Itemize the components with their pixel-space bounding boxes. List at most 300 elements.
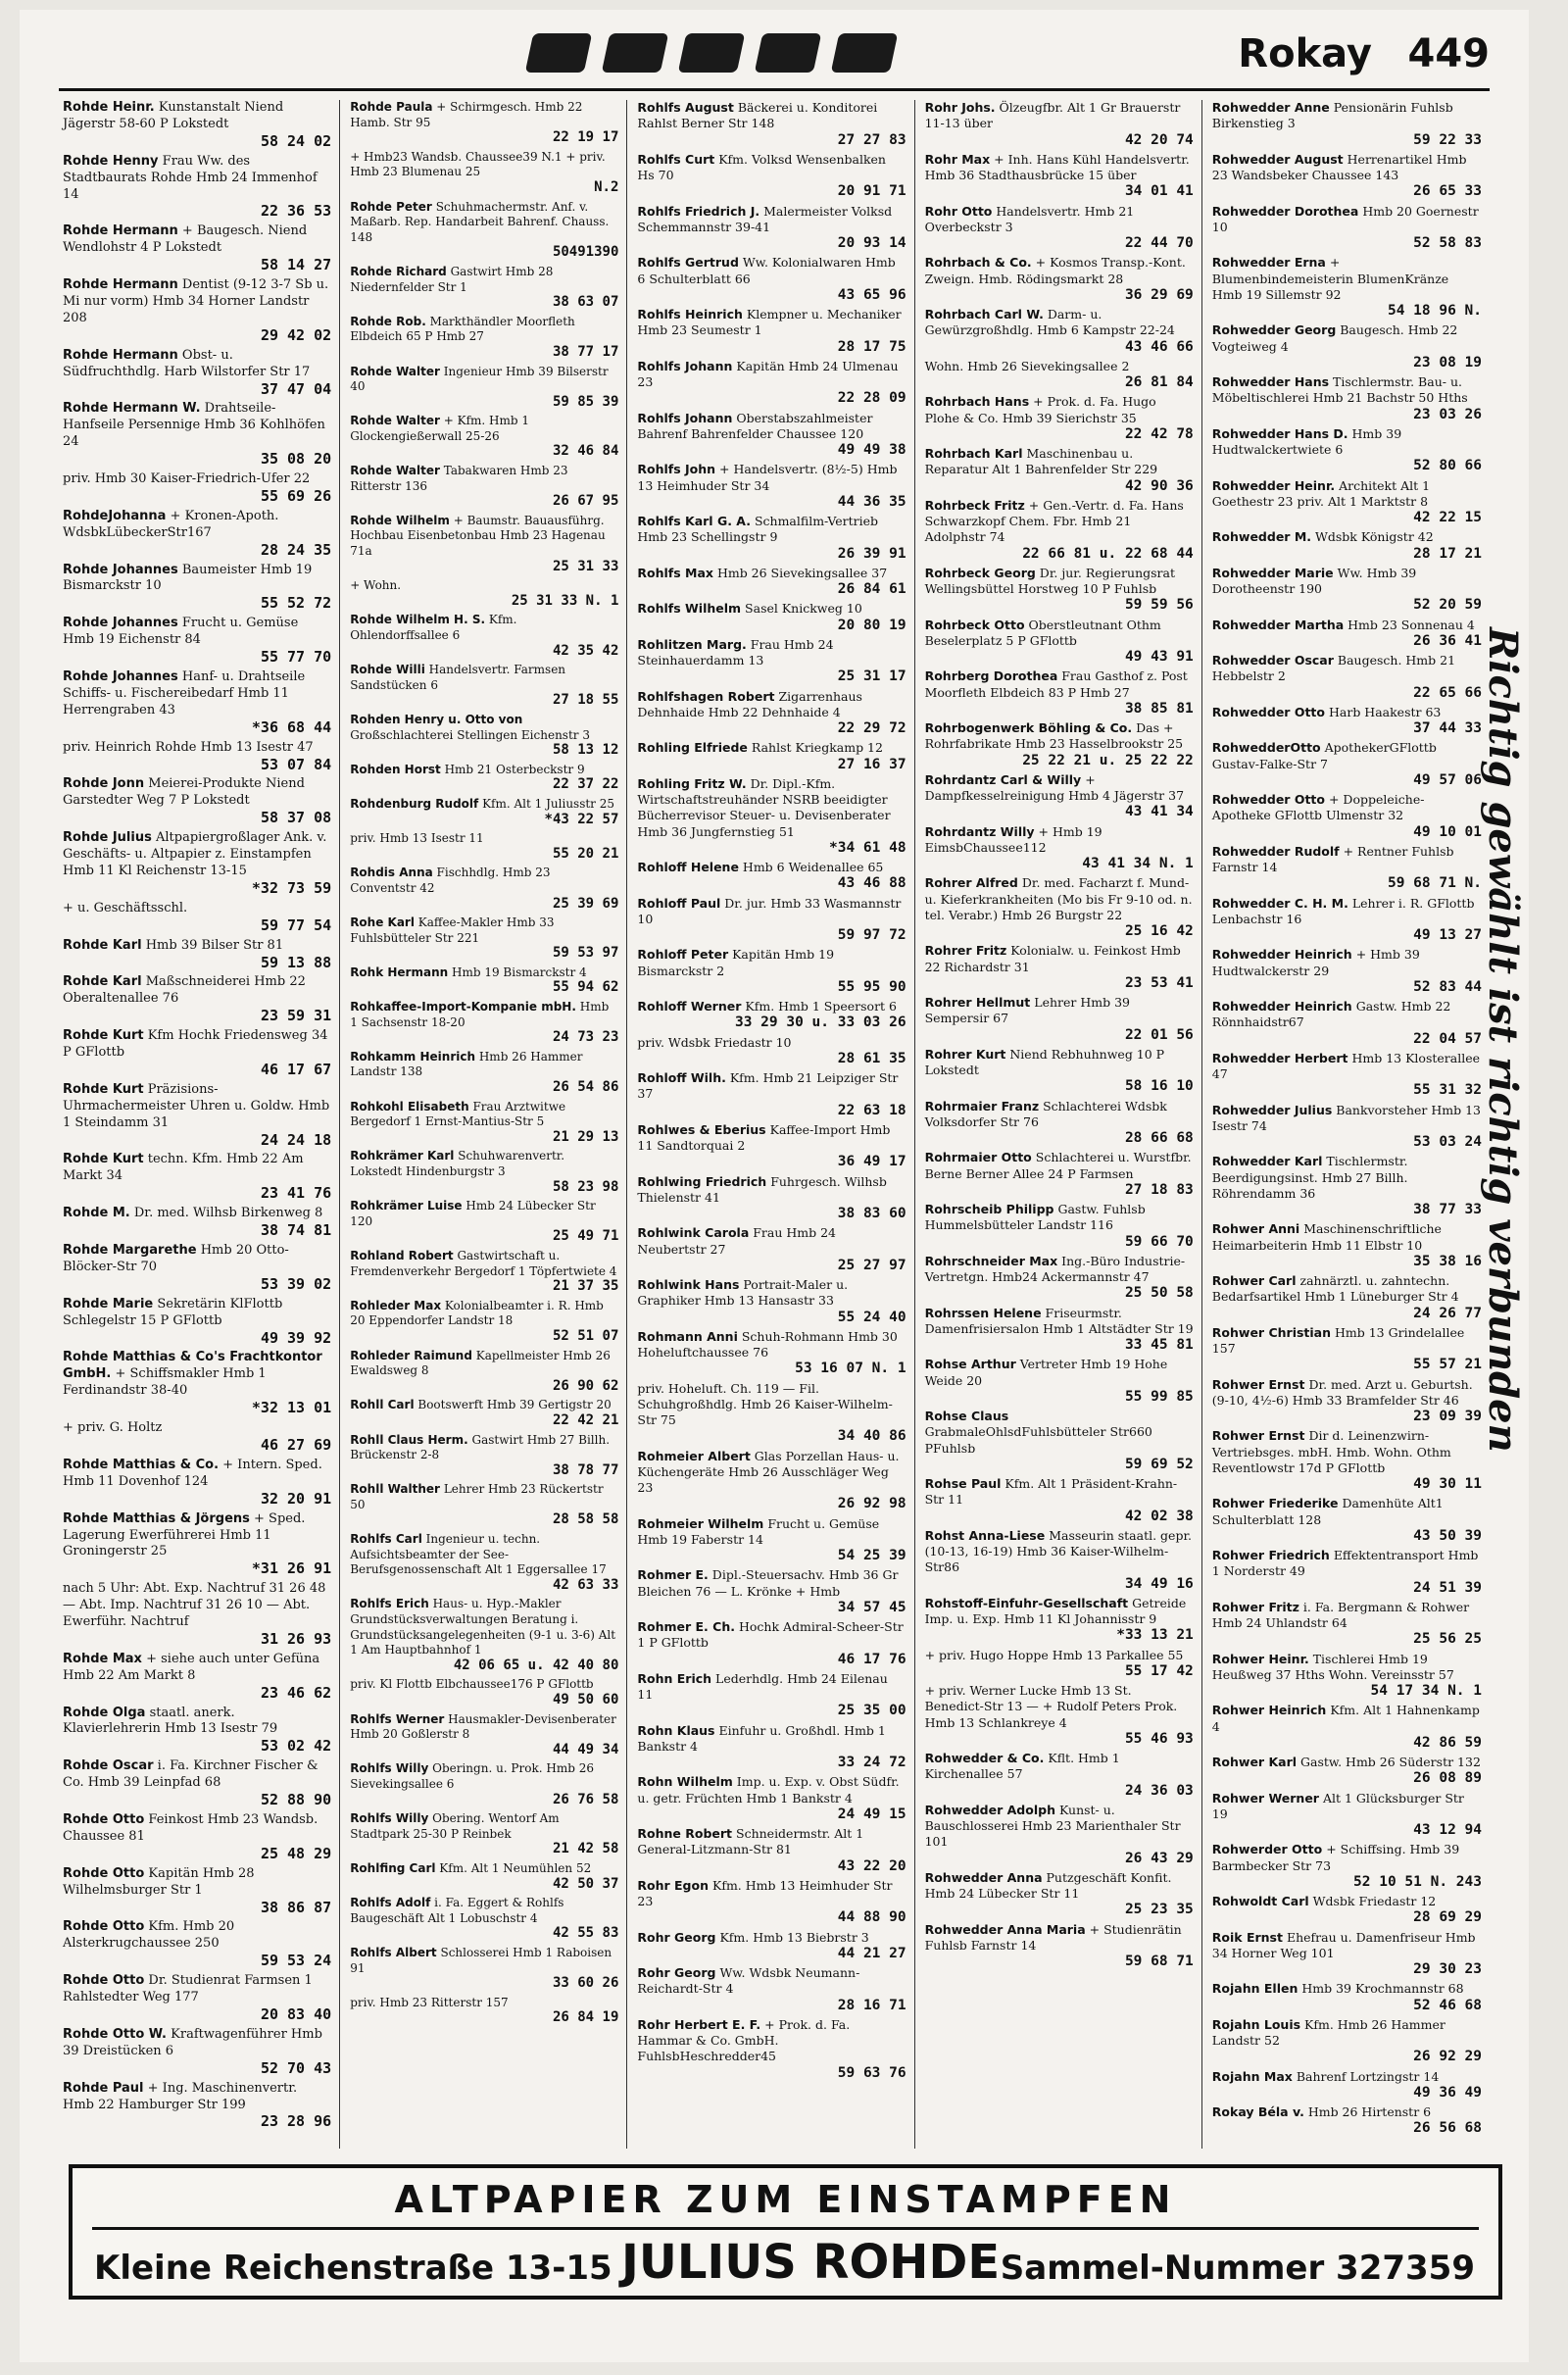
directory-entry [350,1249,618,1295]
entry-phone: 59 68 71 [1124,1954,1194,1969]
directory-entry [350,831,618,862]
entry-phone: 22 63 18 [837,1102,906,1118]
directory-entry [925,1596,1194,1644]
entry-phone: 42 06 65 u. 42 40 80 [453,1657,619,1673]
entry-phone: 59 66 70 [1124,1233,1194,1250]
directory-entry [925,1751,1194,1799]
entry-phone: 27 18 55 [552,692,619,709]
entry-phone: 24 24 18 [260,1130,332,1149]
entry-name: Rohwer Friederike [1211,1496,1339,1511]
directory-entry [1212,844,1482,892]
entry-description: + Kronen-Apoth. WdsbkLübeckerStr167 [63,508,279,540]
entry-name: Rohrdantz Willy [924,823,1035,839]
entry-phone: 35 08 20 [260,450,332,469]
entry-name: Rohde Matthias & Jörgens [63,1510,250,1526]
entry-phone: 58 13 12 [552,742,619,759]
entry-description: Frau Hmb 24 Steinhauerdamm 13 [637,636,834,668]
entry-phone: 26 56 68 [1413,2120,1482,2137]
entry-description: Fuhrgesch. Wilhsb Thielenstr 41 [637,1173,887,1205]
directory-entry [637,1122,906,1170]
entry-phone: 43 50 39 [1413,1527,1482,1544]
directory-entry [350,866,618,912]
entry-phone: 35 38 16 [1413,1253,1482,1269]
entry-description: + Inh. Hans Kühl Handelsvertr. Hmb 36 Stadthausbrücke 15 über [924,151,1190,182]
entry-name: Rohloff Werner [637,999,742,1014]
entry-description: + u. Geschäftsschl. [63,900,188,915]
entry-description: Baumeister Hmb 19 Bismarckstr 10 [63,562,313,594]
directory-entry [63,509,331,559]
entry-name: Rohrer Alfred [924,875,1018,891]
entry-name: Rohlfs Heinrich [637,307,743,322]
entry-phone: 42 63 33 [552,1576,619,1593]
entry-description: priv. Wdsbk Friedastr 10 [637,1034,792,1050]
entry-name: Rohwer Heinr. [1211,1651,1309,1666]
entry-name: Rohde Otto [63,1812,145,1827]
entry-description: Frau Gasthof z. Post Moorfleth Elbdeich 83 P Hmb 27 [924,668,1188,700]
entry-description: Ww. Wdsbk Neumann-Reichardt-Str 4 [637,1965,860,1997]
directory-entry [63,1581,331,1648]
directory-entry [1212,1103,1482,1151]
entry-phone: 28 17 21 [1413,545,1482,562]
directory-entry [1212,204,1482,252]
sidebar-slogan [1475,627,1529,1706]
directory-entry [350,1199,618,1245]
entry-phone: 26 08 89 [1413,1770,1482,1787]
entry-name: Rohr Otto [924,203,993,219]
directory-entry [637,255,906,303]
directory-entry [350,1532,618,1593]
ad-phone: Sammel-Nummer 327359 [1000,2249,1475,2288]
entry-name: Rohlfing Carl [350,1860,436,1875]
entry-name: Rohde Max [63,1651,142,1666]
entry-name: Rohll Walther [350,1482,440,1497]
entry-name: Rohrmaier Otto [924,1150,1032,1165]
entry-phone: 25 49 71 [552,1228,619,1245]
entry-phone: 25 23 35 [1124,1902,1194,1918]
entry-phone: 21 42 58 [552,1841,619,1857]
entry-name: Rohr Max [924,151,991,167]
entry-description: Imp. u. Exp. v. Obst Südfr. u. getr. Früchten Hmb 1 Bankstr 4 [637,1774,900,1806]
entry-phone: 55 57 21 [1413,1357,1482,1373]
directory-columns [59,100,1490,2149]
entry-name: Roik Ernst [1211,1929,1283,1945]
directory-entry [1212,792,1482,840]
directory-entry [637,776,906,856]
directory-entry [350,915,618,962]
entry-phone: 20 83 40 [260,2004,332,2023]
entry-phone: 43 46 88 [837,875,906,892]
directory-entry [63,1297,331,1347]
entry-name: Rohwerder Otto [1211,1842,1323,1857]
directory-entry [637,204,906,252]
entry-description: Kfm. Hmb 26 Hammer Landstr 52 [1211,2016,1446,2048]
directory-entry [637,1826,906,1874]
directory-entry [1212,1496,1482,1544]
entry-phone: 55 46 93 [1124,1730,1194,1747]
entry-description: Hmb 39 Bilser Str 81 [145,937,284,953]
entry-phone: 55 31 32 [1413,1082,1482,1099]
entry-phone: 20 91 71 [837,183,906,200]
entry-name: Rohwer Fritz [1211,1599,1299,1614]
entry-name: Rohlfs Carl [350,1532,422,1547]
entry-name: Rohwedder Adolph [924,1802,1055,1817]
directory-entry [925,720,1194,768]
entry-name: Rohwedder C. H. M. [1211,895,1348,911]
directory-entry [63,1420,331,1454]
directory-entry [1212,1755,1482,1787]
directory-entry [925,100,1194,148]
entry-description: Alt 1 Glücksburger Str 19 [1211,1790,1464,1821]
entry-name: Rohlfs Johann [637,358,733,373]
entry-description: Wohn. Hmb 26 Sievekingsallee 2 [924,358,1130,373]
directory-column [59,100,340,2149]
entry-phone: 21 37 35 [552,1278,619,1295]
directory-entry [63,1206,331,1239]
entry-name: Rohwer Karl [1211,1755,1298,1769]
entry-name: Rohde Johannes [63,616,178,631]
directory-entry [925,1922,1194,1970]
entry-description: Präzisions-Uhrmachermeister Uhren u. Goldw. Hmb 1 Steindamm 31 [63,1081,330,1130]
directory-entry [350,965,618,996]
entry-description: Hausmakler-Devisenberater Hmb 20 Goßlerstr 8 [350,1711,616,1742]
entry-description: + Prok. d. Fa. Hammar & Co. GmbH. FuhlsbHeschredder45 [637,2016,851,2064]
entry-description: Baugesch. Hmb 21 Hebbelstr 2 [1211,653,1456,684]
directory-entry [925,1648,1194,1680]
entry-name: Rohde Karl [63,937,142,953]
entry-description: Kunstanstalt Niend Jägerstr 58-60 P Lokstedt [63,100,284,131]
entry-description: staatl. anerk. Klavierlehrerin Hmb 13 Isestr 79 [63,1705,278,1737]
entry-phone: 49 36 49 [1413,2084,1482,2101]
entry-name: Rohde Hermann W. [63,401,201,417]
entry-name: Rohde Karl [63,974,142,990]
directory-entry [637,307,906,355]
entry-phone: 25 35 00 [837,1703,906,1719]
entry-description: Hanf- u. Drahtseile Schiffs- u. Fischereibedarf Hmb 11 Herrengraben 43 [63,669,306,717]
entry-description: Schlachterei Wdsbk Volksdorfer Str 76 [924,1098,1167,1129]
directory-entry [350,464,618,510]
entry-phone: 52 51 07 [552,1327,619,1344]
entry-description: Getreide Imp. u. Exp. Hmb 11 Kl Johannisstr 9 [924,1595,1187,1626]
directory-entry [350,1946,618,1992]
directory-entry [637,2017,906,2081]
entry-description: + priv. G. Holtz [63,1420,163,1436]
entry-name: Rohde Paula [350,100,433,114]
entry-description: priv. Heinrich Rohde Hmb 13 Isestr 47 [63,739,314,755]
entry-phone: 59 53 24 [260,1952,332,1970]
entry-name: Rohwer Carl [1211,1273,1297,1288]
entry-description: Wdsbk Königstr 42 [1315,529,1434,545]
entry-name: Rohlfs Willy [350,1811,429,1826]
directory-entry [637,860,906,892]
entry-phone: 23 41 76 [260,1184,332,1203]
entry-description: Rahlst Kriegkamp 12 [751,740,883,756]
entry-phone: 34 40 86 [837,1428,906,1445]
entry-name: Rohdenburg Rudolf [350,796,479,811]
entry-description: Malermeister Volksd Schemmannstr 39-41 [637,203,893,234]
directory-entry [63,1458,331,1508]
entry-name: Rohwedder Marie [1211,565,1334,580]
entry-phone: 42 55 83 [552,1925,619,1942]
directory-entry [1212,1051,1482,1099]
entry-description: Wdsbk Friedastr 12 [1312,1894,1437,1908]
entry-phone: 22 42 78 [1124,425,1194,442]
entry-description: techn. Kfm. Hmb 22 Am Markt 34 [63,1152,304,1184]
directory-entry [350,1761,618,1807]
entry-phone: 55 95 90 [837,978,906,995]
directory-entry [637,100,906,148]
entry-name: Rohwedder Anna [924,1869,1043,1885]
entry-name: Rohrer Kurt [924,1046,1006,1062]
entry-phone: *31 26 91 [251,1559,332,1578]
entry-name: Rohde Walter [350,414,440,428]
entry-phone: 55 20 21 [552,845,619,862]
page-number: 449 [1407,31,1490,76]
entry-name: Rohlfs Adolf [350,1896,431,1910]
entry-description: Dir d. Leinenzwirn-Vertriebsges. mbH. Hmb. Wohn. Othm Reventlowstr 17d P GFlottb [1211,1428,1451,1475]
directory-entry [1212,1273,1482,1321]
entry-phone: 26 76 58 [552,1791,619,1807]
entry-phone: 26 43 29 [1124,1850,1194,1866]
entry-description: Dr. Studienrat Farmsen 1 Rahlstedter Weg 177 [63,1973,313,2005]
entry-phone: 25 31 17 [837,668,906,685]
entry-name: Rohwedder Erna [1211,255,1326,271]
entry-description: priv. Hmb 30 Kaiser-Friedrich-Ufer 22 [63,471,311,487]
entry-description: zahnärztl. u. zahntechn. Bedarfsartikel Hmb 1 Lüneburger Str 4 [1211,1273,1459,1305]
entry-phone: 22 01 56 [1124,1026,1194,1043]
entry-phone: 42 86 59 [1413,1734,1482,1751]
entry-name: Rohstoff-Einfuhr-Gesellschaft [924,1595,1129,1610]
entry-description: Kapitän Hmb 24 Ulmenau 23 [637,358,899,389]
directory-entry [1212,426,1482,474]
entry-name: Rohde Marie [63,1296,154,1311]
entry-description: Hmb 21 Osterbeckstr 9 [444,762,585,776]
entry-description: i. Fa. Bergmann & Rohwer Hmb 24 Uhlandstr 64 [1211,1599,1470,1630]
entry-name: Rohde Johannes [63,669,178,684]
entry-phone: 24 49 15 [837,1806,906,1822]
entry-description: Lederhdlg. Hmb 24 Eilenau 11 [637,1670,888,1702]
entry-phone: 23 03 26 [1413,406,1482,422]
entry-name: Rohrschneider Max [924,1253,1058,1268]
entry-description: Tischlerei Hmb 19 Heußweg 37 Hths Wohn. Vereinsstr 57 [1211,1651,1454,1682]
directory-entry [350,763,618,793]
entry-name: Rohde Otto W. [63,2026,167,2042]
entry-name: Rohlfs Erich [350,1597,429,1611]
entry-name: Rohde Hermann [63,347,178,363]
entry-name: Rohmeier Albert [637,1448,751,1463]
entry-name: Rohmer E. [637,1567,709,1583]
directory-entry [1212,1842,1482,1890]
directory-entry [925,1803,1194,1866]
entry-description: Kfm. Hmb 20 Alsterkrugchaussee 250 [63,1919,235,1952]
entry-phone: 26 90 62 [552,1377,619,1394]
directory-entry [63,1973,331,2023]
entry-description: + Blumenbindemeisterin BlumenKränze Hmb 19 Sillemstr 92 [1211,255,1449,302]
entry-description: Lehrer Hmb 23 Rückertstr 50 [350,1482,604,1511]
entry-name: Rohr Georg [637,1929,716,1945]
entry-name: Rohwedder Heinrich [1211,999,1352,1014]
entry-name: Rohwedder M. [1211,529,1312,545]
entry-phone: 26 92 98 [837,1496,906,1512]
directory-entry [1212,322,1482,371]
entry-phone: 24 73 23 [552,1029,619,1046]
directory-entry [1212,947,1482,995]
entry-name: Rohkrämer Luise [350,1199,463,1213]
entry-phone: 46 27 69 [260,1435,332,1454]
directory-entry [350,1597,618,1673]
entry-phone: 28 24 35 [260,540,332,559]
entry-phone: 49 50 60 [552,1692,619,1707]
entry-phone: 24 36 03 [1124,1782,1194,1799]
entry-phone: 25 16 42 [1124,923,1194,939]
entry-description: Effektentransport Hmb 1 Norderstr 49 [1211,1548,1479,1579]
entry-name: Rohrmaier Franz [924,1098,1040,1113]
directory-entry [63,1866,331,1916]
directory-entry [637,637,906,685]
entry-phone: N.2 [594,178,619,195]
directory-entry [637,1774,906,1822]
entry-description: Hmb 23 Sonnenau 4 [1348,617,1475,632]
directory-entry [350,200,618,261]
directory-entry [63,1758,331,1808]
entry-name: Rohll Claus Herm. [350,1432,468,1447]
entry-name: Rohkamm Heinrich [350,1049,476,1064]
directory-entry [350,663,618,709]
directory-entry [637,1516,906,1564]
entry-phone: 36 49 17 [837,1154,906,1170]
entry-phone: 29 42 02 [260,325,332,344]
directory-entry [1212,1154,1482,1217]
directory-entry [63,1511,331,1578]
directory-entry [1212,566,1482,614]
entry-description: Maschinenbau u. Reparatur Alt 1 Bahrenfelder Str 229 [924,446,1158,477]
entry-description: Gastwirt Hmb 28 Niedernfelder Str 1 [350,264,554,294]
directory-entry [637,1070,906,1118]
entry-description: Oberstleutnant Othm Beselerplatz 5 P GFlottb [924,617,1161,648]
entry-phone: 25 31 33 [552,558,619,574]
entry-phone: 22 19 17 [552,129,619,146]
entry-description: GrabmaleOhlsdFuhlsbütteler Str660 PFuhlsb [924,1424,1152,1456]
directory-entry [637,1671,906,1719]
entry-phone: 20 80 19 [837,617,906,633]
entry-name: Rohwer Heinrich [1211,1703,1327,1718]
entry-description: Großschlachterei Stellingen Eichenstr 3 [350,727,590,742]
entry-name: Rohde Kurt [63,1152,144,1167]
entry-phone: 38 85 81 [1124,700,1194,717]
entry-name: Rohloff Peter [637,947,729,963]
entry-phone: 38 74 81 [260,1221,332,1240]
entry-name: Rohde Oscar [63,1758,154,1774]
entry-name: Rohwedder Karl [1211,1154,1323,1169]
entry-description: Dentist (9-12 3-7 Sb u. Mi nur vorm) Hmb 34 Horner Landstr 208 [63,277,329,325]
entry-description: Frucht u. Gemüse Hmb 19 Faberstr 14 [637,1515,880,1547]
logo-icon [525,33,593,73]
logo-icon [831,33,899,73]
entry-phone: 59 53 97 [552,945,619,962]
entry-description: Schuhwarenvertr. Lokstedt Hindenburgstr 3 [350,1149,565,1178]
entry-phone: 22 42 21 [552,1411,619,1428]
entry-phone: 38 63 07 [552,294,619,311]
directory-entry [925,995,1194,1043]
directory-entry [637,1930,906,1962]
entry-name: Rohse Claus [924,1409,1009,1423]
entry-phone: 42 35 42 [552,642,619,659]
directory-entry [63,1812,331,1862]
directory-entry [637,1567,906,1615]
entry-name: Rohwedder Martha [1211,617,1345,632]
entry-phone: 33 45 81 [1124,1337,1194,1353]
entry-name: RohdeJohanna [63,508,167,523]
entry-name: Rohkaffee-Import-Kompanie mbH. [350,1000,576,1014]
directory-entry [925,566,1194,614]
entry-description: Altpapiergroßlager Ank. v. Geschäfts- u. Altpapier z. Einstampfen Hmb 11 Kl Reichenstr 13-15 [63,830,327,878]
entry-name: Rohlwink Hans [637,1277,740,1292]
entry-phone: 59 22 33 [1413,131,1482,148]
entry-phone: 28 69 29 [1413,1909,1482,1926]
entry-description: Einfuhr u. Großhdl. Hmb 1 Bankstr 4 [637,1722,886,1754]
entry-phone: 53 16 07 N. 1 [795,1361,906,1377]
entry-description: + priv. Hugo Hoppe Hmb 13 Parkallee 55 [924,1647,1184,1662]
directory-column [346,100,627,2149]
entry-name: Rohlfs Max [637,565,713,580]
directory-entry [63,1706,331,1756]
entry-description: Maßschneiderei Hmb 22 Oberaltenallee 76 [63,974,306,1007]
entry-phone: 49 13 27 [1413,927,1482,943]
directory-entry [925,1357,1194,1405]
entry-phone: 52 70 43 [260,2058,332,2077]
entry-phone: 22 65 66 [1413,684,1482,701]
entry-phone: 34 49 16 [1124,1575,1194,1592]
entry-description: Schuh-Rohmann Hmb 30 Hoheluftchaussee 76 [637,1328,898,1360]
entry-description: Kfm. Ohlendorffsallee 6 [350,613,517,642]
entry-name: Rohlfs Albert [350,1945,437,1959]
directory-entry [1212,1548,1482,1596]
entry-name: Rohwedder Heinr. [1211,477,1336,493]
entry-description: Bäckerei u. Konditorei Rahlst Berner Str 148 [637,100,878,131]
page-title: Rokay [1238,31,1372,76]
directory-entry [350,578,618,609]
entry-phone: 58 24 02 [260,131,332,150]
entry-name: Rohe Karl [350,915,415,930]
entry-phone: 44 88 90 [837,1909,906,1926]
entry-phone: 44 36 35 [837,493,906,510]
directory-entry [350,1861,618,1892]
ad-divider [92,2227,1479,2230]
entry-description: Harb Haakestr 63 [1328,704,1442,719]
entry-description: Dr. med. Wilhsb Birkenweg 8 [133,1206,323,1221]
entry-phone: 49 57 06 [1413,771,1482,788]
entry-description: Ölzeugfbr. Alt 1 Gr Brauerstr 11-13 über [924,100,1181,131]
directory-entry [925,1150,1194,1198]
directory-entry [637,411,906,459]
entry-phone: 46 17 67 [260,1060,332,1078]
entry-phone: 43 12 94 [1413,1822,1482,1838]
entry-phone: 28 66 68 [1124,1130,1194,1146]
directory-entry [637,601,906,633]
entry-description: i. Fa. Kirchner Fischer & Co. Hmb 39 Leinpfad 68 [63,1758,318,1791]
entry-name: Rohleder Raimund [350,1348,472,1362]
entry-description: nach 5 Uhr: Abt. Exp. Nachtruf 31 26 48 — Abt. Imp. Nachtruf 31 26 10 — Abt. Ewerführ. Nachtruf [63,1581,326,1630]
directory-entry [637,1035,906,1067]
directory-entry [1212,653,1482,701]
entry-phone: 26 67 95 [552,493,619,510]
entry-name: Rohse Arthur [924,1357,1016,1372]
directory-entry [350,1712,618,1758]
entry-description: Schneidermstr. Alt 1 General-Litzmann-Str 81 [637,1826,864,1857]
entry-phone: 49 10 01 [1413,823,1482,840]
entry-name: Rohde Rob. [350,314,426,328]
directory-entry [1212,618,1482,650]
directory-entry [63,1243,331,1293]
